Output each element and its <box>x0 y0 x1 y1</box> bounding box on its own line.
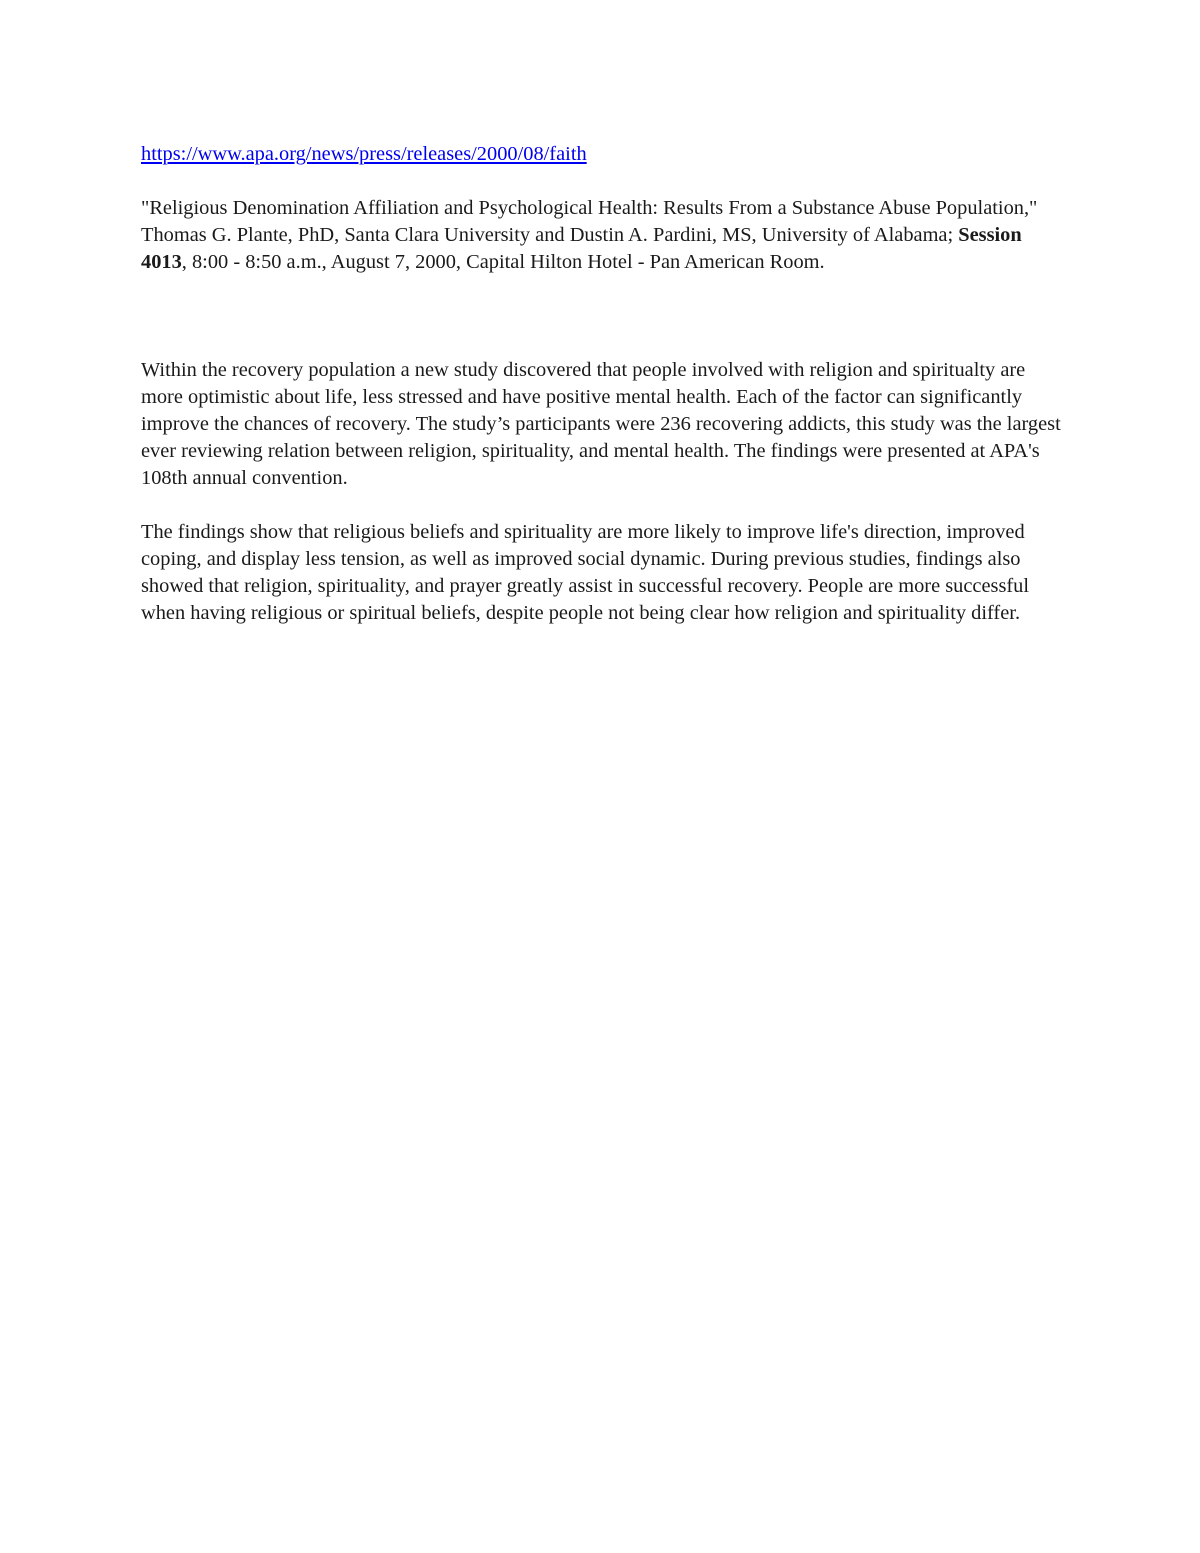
citation-text-start: "Religious Denomination Affiliation and Psychological Health: Results From a Substance Abuse Population," Thomas G. Plante, PhD, Santa Clara University and Dustin A. Pardini, MS, University of Alabama; <box>141 197 1038 246</box>
citation-text-end: , 8:00 - 8:50 a.m., August 7, 2000, Capital Hilton Hotel - Pan American Room. <box>181 251 825 273</box>
source-url-link[interactable]: https://www.apa.org/news/press/releases/2000/08/faith <box>141 143 587 165</box>
body-paragraph-1: Within the recovery population a new study discovered that people involved with religion and spiritualty are more optimistic about life, less stressed and have positive mental health. Each of the factor can significantly improve the chances of recovery. The study’s participants were 236 recovering addicts, this study was the largest ever reviewing relation between religion, spirituality, and mental health. The findings were presented at APA's 108th annual convention. <box>141 359 1061 489</box>
session-number: Session 4013 <box>141 224 1022 273</box>
document-body <box>141 141 1061 627</box>
body-paragraph-2: The findings show that religious beliefs and spirituality are more likely to improve life's direction, improved coping, and display less tension, as well as improved social dynamic. During previous studies, findings also showed that religion, spirituality, and prayer greatly assist in successful recovery. People are more successful when having religious or spiritual beliefs, despite people not being clear how religion and spirituality differ. <box>141 521 1030 624</box>
citation-paragraph <box>141 195 1061 276</box>
